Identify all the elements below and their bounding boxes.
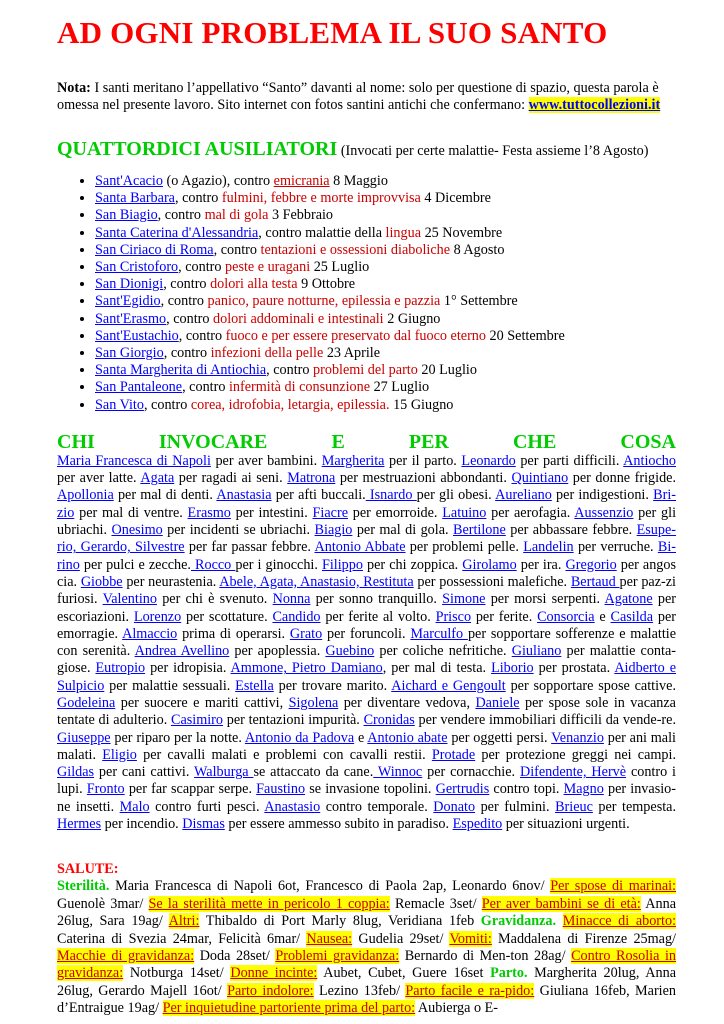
text-run: per i ginocchi. [235,556,322,573]
saint-link[interactable]: Santa Caterina d'Alessandria [95,224,259,241]
saint-link[interactable]: San Biagio [95,207,158,224]
text-run: per verruche. [573,539,658,556]
text-run: per oggetti persi. [447,729,552,746]
saint-link[interactable]: Gertrudis [435,781,490,798]
saint-link[interactable]: Consorcia [537,608,595,625]
text-run: Aubierga o E- [415,1000,499,1017]
item-date: 8 Agosto [450,241,505,258]
text-run: per suocere e mariti cattivi, [115,695,289,711]
text-run: per protezione greggi nei campi. [475,746,677,763]
text-run: per spose sole in vacanza tentate di adulterio. [57,695,676,729]
ausiliatore-item [95,328,676,345]
text-run: per problemi pelle. [405,539,524,556]
highlighted-condition: Parto facile e ra-pido: [405,982,535,999]
text-run: per incendio. [101,816,183,833]
note-text: I santi meritano l’appellativo “Santo” davanti al nome: solo per questione di spazio, questa parola è omessa nel presente lavoro. Sito internet con fotos santini antichi che confermano: [57,80,659,113]
highlighted-condition: Se la sterilità mette in pericolo 1 coppia: [148,895,390,912]
item-cause: dolori addominali e intestinali [213,310,384,327]
salute-category: Parto. [490,965,528,982]
text-run: per riparo per la notte. [110,729,245,746]
item-cause: dolori alla testa [210,276,298,293]
saint-link[interactable]: Giobbe [80,573,123,590]
item-cause: panico, paure notturne, epilessia e pazzia [207,293,441,310]
text-run: contro i lupi. [57,764,676,798]
text-run: Doda 28set/ [194,948,276,964]
ausiliatore-item [95,173,676,190]
saint-link[interactable]: Prisco [435,608,472,625]
text-run: per intestini. [230,504,313,521]
text-run: per tempesta. [592,798,677,815]
saint-link[interactable]: Candido [272,608,321,625]
text-run: per aver latte. [57,470,141,487]
text-run: Notburga 14set/ [123,965,231,982]
saint-link[interactable]: Cronidas [363,712,415,729]
item-date: 4 Dicembre [420,190,491,207]
text-run: Guenolè 3mar/ [57,895,149,912]
saint-link[interactable]: Antonio Abbate [314,539,406,556]
text-run: per parti difficili. [515,452,624,469]
item-date: 25 Novembre [421,224,503,241]
text-run: per morsi serpenti. [485,591,605,608]
saint-link[interactable]: Fronto [86,781,125,798]
item-date: 15 Giugno [389,396,454,413]
website-link[interactable]: www.tuttocollezioni.it [528,97,661,113]
saint-link[interactable]: San Giorgio [95,345,164,362]
text-run: per fulmini. [475,798,556,815]
heading-word: INVOCARE [158,430,268,453]
text-run: per cornacchie. [422,764,520,781]
saint-link[interactable]: Giuliano [511,643,562,660]
item-text: , contro [163,345,211,362]
saint-link[interactable]: Giuseppe [57,729,111,746]
saint-link[interactable]: Margherita [321,452,385,469]
saint-link[interactable]: Aidberto e Sulpicio [57,660,677,694]
highlighted-condition: Donne incinte: [230,965,318,982]
text-run: per donne frigide. [568,470,677,487]
ausiliatore-item [95,345,676,362]
text-run: per mestruazioni abbondanti. [335,470,512,487]
saint-link[interactable]: Antonio da Padova [244,729,355,746]
item-text: , contro [178,259,226,276]
ausiliatori-heading: QUATTORDICI AUSILIATORI [57,138,338,160]
text-run: per ani mali malati. [57,729,676,763]
text-run: per idropisia. [145,660,231,677]
saint-link[interactable]: Quintiano [511,470,569,487]
item-cause: peste e uragani [225,259,311,276]
saint-link[interactable]: Matrona [287,470,336,487]
text-run: per incidenti se ubriachi. [162,522,315,539]
item-text: , contro [163,276,211,293]
note-paragraph [57,80,676,114]
saint-link[interactable]: Nonna [272,591,311,608]
text-run: Aubet, Cubet, Guere 16set [317,965,491,982]
item-date: 9 Ottobre [297,276,356,293]
text-run: per cavalli malati e problemi con cavalli restii. [136,746,432,763]
text-run: per emorroide. [348,504,443,521]
text-run: per far passar febbre. [184,539,315,556]
text-run [556,913,563,929]
saint-link[interactable]: Faustino [256,781,306,798]
text-run: per aver bambini. [210,452,322,469]
item-text: , contro [266,362,314,379]
salute-paragraph [57,878,676,1017]
text-run: e [594,608,611,625]
text-run: per mal di gola. [352,522,453,539]
saint-link[interactable]: Marculfo [410,625,468,642]
text-run: per escoriazioni. [57,591,676,625]
saint-link[interactable]: Malo [119,798,150,815]
item-cause: problemi del parto [313,362,418,379]
ausiliatore-item [95,242,676,259]
saint-link[interactable]: Gildas [57,764,95,781]
highlighted-condition: Minacce di aborto: [562,913,677,930]
saint-link[interactable]: Espedito [452,816,503,833]
saint-link[interactable]: Ammone, Pietro Damiano [230,660,383,677]
text-run: Thibaldo di Port Marly 8lug, Veridiana 1feb [199,913,481,930]
saint-link[interactable]: Rocco [190,556,236,573]
saint-link[interactable]: Girolamo [462,556,517,573]
saint-link[interactable]: Bi-rino [57,539,676,573]
saint-link[interactable]: Sant'Eustachio [95,327,179,344]
salute-category: Sterilità. [57,878,110,895]
saint-link[interactable]: Dismas [182,816,225,833]
saint-link[interactable]: Andrea Avellino [134,643,230,660]
highlighted-condition: Vomiti: [449,930,492,947]
text-run: per il parto. [384,452,462,469]
saint-link[interactable]: Filippo [321,556,363,573]
page-title: AD OGNI PROBLEMA IL SUO SANTO [57,15,608,50]
chi-invocare-heading [57,431,676,453]
item-text: , contro [178,327,226,344]
item-text: , contro [157,207,205,224]
saint-link[interactable]: Bertilone [453,522,506,539]
text-run: se invasione topolini. [305,781,436,798]
saint-link[interactable]: Eligio [102,746,137,763]
text-run: Bernardo di Men-ton 28ag/ [399,948,572,964]
saint-link[interactable]: Liborio [491,660,534,677]
saint-link[interactable]: Abele, Agata, Anastasio, Restituta [219,573,414,590]
saint-link[interactable]: Estella [235,677,274,694]
item-cause: emicrania [273,173,330,189]
saint-link[interactable]: Agatone [604,591,653,608]
text-run: Margherita 20lug, Anna 26lug, Gerardo Majell 16ot/ [57,965,677,999]
text-run: Remacle 3set/ [389,895,482,912]
saint-link[interactable]: Santa Barbara [95,190,175,207]
highlighted-condition: Per spose di marinai: [550,878,676,895]
text-run: per aerofagia. [486,504,575,521]
saint-link[interactable]: Walburga [194,764,254,781]
saint-link[interactable]: Fiacre [312,504,348,521]
saint-link[interactable]: Apollonia [57,487,114,504]
saint-link[interactable]: Almaccio [122,625,178,642]
item-cause: fuoco e per essere preservato dal fuoco eterno [225,327,486,344]
saint-link[interactable]: San Cristoforo [95,259,179,276]
highlighted-condition: Altri: [168,913,200,930]
highlighted-condition: Contro Rosolia in gravidanza: [57,948,676,982]
text-run: per possessioni malefiche. [413,573,571,590]
text-run: per neurastenia. [122,573,220,590]
saint-link[interactable]: Protade [431,746,476,763]
highlighted-condition: Per aver bambini se di età: [481,895,641,912]
saint-link[interactable]: Agata [140,470,175,487]
item-date: 23 Aprile [323,345,381,362]
text-run: Maria Francesca di Napoli 6ot, Francesco di Paola 2ap, Leonardo 6nov/ [109,878,551,895]
text-run: per tentazioni impurità. [223,712,364,729]
text-run: per mal di denti. [113,487,217,504]
item-text: , contro [174,190,222,207]
text-run: contro topi. [489,781,564,798]
text-run: per scottature. [181,608,273,625]
saint-link[interactable]: Anastasio [264,798,321,815]
saint-link[interactable]: Erasmo [187,504,231,521]
text-run: Anna 26lug, Sara 19ag/ [57,895,676,930]
text-run: per gli obesi. [416,487,496,504]
ausiliatore-item [95,311,676,328]
saint-link[interactable]: San Dionigi [95,276,164,293]
saint-link[interactable]: Maria Francesca di Napoli [57,452,211,469]
saint-link[interactable]: Casilda [610,608,654,625]
saint-link[interactable]: Antiocho [623,452,676,469]
note-label: Nota: [57,80,91,96]
highlighted-condition: Parto indolore: [227,982,314,999]
saint-link[interactable]: Sant'Erasmo [95,310,167,327]
text-run: per vendere immobiliari difficili da vende-re. [414,712,676,729]
ausiliatori-note: (Invocati per certe malattie- Festa assieme l’8 Agosto) [337,143,649,159]
highlighted-condition: Problemi gravidanza: [275,948,400,964]
saint-link[interactable]: Guebino [325,643,375,660]
item-text: , contro [166,310,214,327]
highlighted-condition: Nausea: [306,930,353,947]
saint-link[interactable]: Aureliano [495,487,552,504]
saint-link[interactable]: San Pantaleone [95,379,183,396]
salute-heading: SALUTE: [57,861,119,878]
text-run: per sonno tranquillo. [310,591,443,608]
heading-word: CHE [512,430,557,453]
item-text: , contro [160,293,208,310]
ausiliatore-item [95,293,676,310]
text-run: Maddalena di Firenze 25mag/ [491,930,676,947]
item-date: 25 Luglio [310,259,370,276]
saint-link[interactable]: Landelin [523,539,574,556]
saint-link[interactable]: Casimiro [170,712,224,729]
item-date: 27 Luglio [370,379,430,396]
saint-link[interactable]: Grato [289,625,323,642]
saint-link[interactable]: Sant'Egidio [95,293,161,310]
heading-word: CHI [57,430,95,453]
text-run: Gudelia 29set/ [352,930,450,947]
text-run: e [354,729,368,746]
saint-link[interactable]: Esupe-rio, Gerardo, Silvestre [57,522,677,556]
heading-word: COSA [620,430,676,453]
saint-link[interactable]: Lorenzo [133,608,182,625]
saint-link[interactable]: Winnoc [373,764,423,781]
item-text: (o Agazio), contro [162,173,274,189]
saint-link[interactable]: Bertaud [570,573,620,590]
saint-link[interactable]: Antonio abate [367,729,448,746]
text-run: , per mal di testa. [382,660,492,677]
item-text: , contro [213,241,261,258]
text-run: per mal di ventre. [74,504,188,521]
heading-word: E [331,430,345,453]
text-run: per chi è svenuto. [156,591,273,608]
item-text: , contro malattie della [258,224,386,241]
item-text: , contro [182,379,229,396]
saint-link[interactable]: Gregorio [565,556,617,573]
item-cause: fulmini, febbre e morte improvvisa [221,190,421,207]
saint-link[interactable]: Bri-zio [57,487,676,521]
text-run: per indigestioni. [551,487,654,504]
ausiliatore-item [95,379,676,396]
text-run: per ragadi ai seni. [174,470,288,487]
text-run: per prostata. [533,660,615,677]
salute-category: Gravidanza. [480,913,557,930]
text-run: Caterina di Svezia 24mar, Felicità 6mar/ [57,930,307,947]
item-cause: mal di gola [204,207,269,224]
text-run: per ferite al volto. [320,608,436,625]
highlighted-condition: Macchie di gravidanza: [57,948,195,964]
text-run: se attaccato da cane. [253,764,374,781]
text-run: per malattie sessuali. [104,677,236,694]
ausiliatori-heading-line [57,140,676,161]
text-run: per foruncoli. [322,625,411,642]
saint-link[interactable]: San Vito [95,396,144,413]
ausiliatore-item [95,190,676,207]
ausiliatore-item [95,259,676,276]
saint-link[interactable]: Sant'Acacio [95,173,163,189]
item-date: 3 Febbraio [268,207,334,224]
ausiliatore-item [95,397,676,414]
ausiliatore-item [95,207,676,224]
ausiliatore-item [95,225,676,242]
item-date: 20 Settembre [486,327,565,344]
text-run: Lezino 13feb/ [313,982,406,999]
text-run: per essere ammesso subito in paradiso. [224,816,453,833]
text-run: per far scappar serpe. [124,781,257,798]
text-run: per pulci e zecche. [79,556,191,573]
text-run: Giuliana 16feb, Marien d’Entraigue 19ag/ [57,982,677,1017]
text-run: per sopportare sofferenze e malattie con serenità. [57,625,676,660]
saint-link[interactable]: Daniele [475,695,520,711]
text-run: per invasio-ne insetti. [57,781,676,815]
saint-link[interactable]: Leonardo [461,452,516,469]
text-run: per ira. [516,556,566,573]
saint-link[interactable]: Donato [433,798,476,815]
text-run: per paz-zi furiosi. [57,573,676,608]
text-run: per trovare marito. [273,677,392,694]
item-cause: corea, idrofobia, letargia, epilessia. [190,396,390,413]
text-run: per afti buccali. [271,487,366,504]
saint-link[interactable]: Brieuc [555,798,593,815]
saint-link[interactable]: Magno [563,781,604,798]
saint-link[interactable]: Biagio [314,522,353,539]
text-run: contro furti pesci. [149,798,265,815]
text-run: per ferite. [471,608,538,625]
text-run: per malattie conta-giose. [57,643,676,677]
saint-link[interactable]: Onesimo [111,522,163,539]
saint-link[interactable]: Godeleina [57,695,116,711]
item-cause: lingua [385,224,422,241]
chi-invocare-paragraph [57,453,676,834]
item-cause: infezioni della pelle [210,345,324,362]
saint-link[interactable]: Difendente, Hervè [519,764,627,781]
text-run: per angos cia. [57,556,677,590]
item-date: 1° Settembre [440,293,518,310]
item-date: 20 Luglio [417,362,477,379]
item-date: 8 Maggio [329,173,388,189]
saint-link[interactable]: Simone [442,591,486,608]
saint-link[interactable]: Venanzio [551,729,604,746]
text-run: per emorragie. [57,608,677,642]
saint-link[interactable]: Eutropio [95,660,146,677]
text-run: per chi zoppica. [362,556,463,573]
item-cause: tentazioni e ossessioni diaboliche [260,241,451,258]
text-run: per coliche nefritiche. [374,643,512,660]
saint-link[interactable]: San Ciriaco di Roma [95,241,214,258]
highlighted-condition: Per inquietudine partoriente prima del parto: [162,1000,416,1017]
text-run: per sopportare spose cattive. [505,677,676,694]
ausiliatore-item [95,362,676,379]
text-run: per gli ubriachi. [57,504,677,539]
saint-link[interactable]: Sigolena [288,695,339,711]
ausiliatori-list [57,173,676,414]
saint-link[interactable]: Hermes [57,816,102,833]
text-run: contro temporale. [320,798,434,815]
item-cause: infermità di consunzione [228,379,371,396]
text-run: per diventare vedova, [338,695,476,711]
text-run: per situazioni urgenti. [502,816,630,833]
saint-link[interactable]: Santa Margherita di Antiochia [95,362,267,379]
heading-word: PER [408,430,449,453]
saint-link[interactable]: Latuino [442,504,487,521]
saint-link[interactable]: Aussenzio [574,504,634,521]
text-run: per apoplessia. [229,643,326,660]
saint-link[interactable]: Isnardo [365,487,417,504]
saint-link[interactable]: Anastasia [216,487,272,504]
saint-link[interactable]: Valentino [102,591,157,608]
ausiliatore-item [95,276,676,293]
item-date: 2 Giugno [383,310,441,327]
item-text: , contro [143,396,191,413]
saint-link[interactable]: Aichard e Gengoult [391,677,506,694]
text-run: per cani cattivi. [94,764,195,781]
text-run: per abbassare febbre. [505,522,637,539]
text-run: prima di operarsi. [177,625,290,642]
